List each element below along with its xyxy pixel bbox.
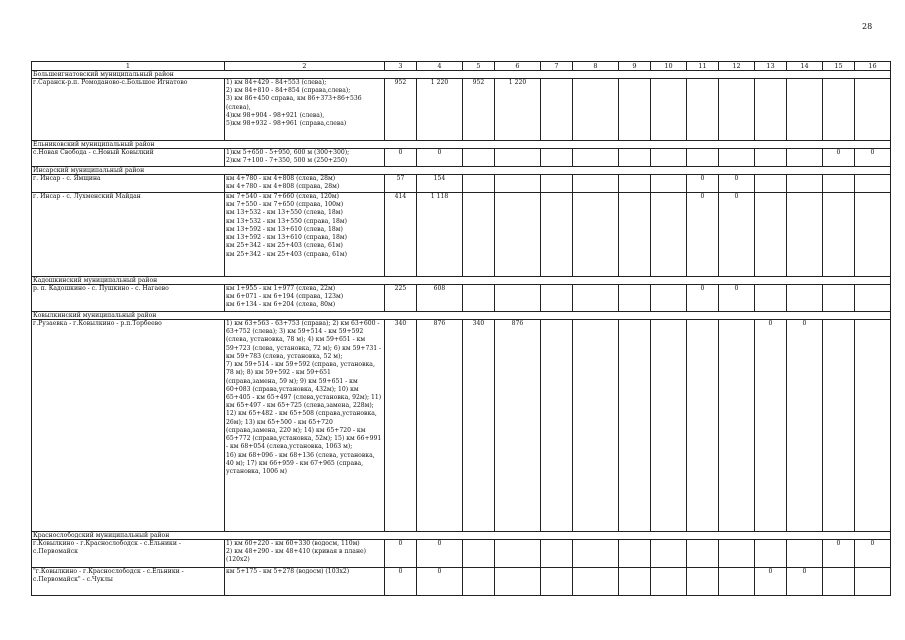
value-cell (541, 285, 573, 312)
route-name-cell: г.Рузаевка - г.Ковылкино - р.п.Торбеево (32, 320, 225, 532)
column-number-header: 15 (823, 62, 855, 71)
value-cell (619, 175, 651, 193)
district-title: Инсарский муниципальный район (32, 167, 891, 175)
value-cell: 225 (385, 285, 417, 312)
value-cell (463, 285, 495, 312)
value-cell (541, 149, 573, 167)
value-cell (719, 149, 755, 167)
value-cell (755, 149, 787, 167)
district-section-row (32, 71, 891, 79)
route-name-cell: г.Ковылкино - г.Краснослободск - с.Ельники - с.Первомайск (32, 540, 225, 568)
value-cell (541, 320, 573, 532)
value-cell (719, 79, 755, 141)
column-number-header: 11 (687, 62, 719, 71)
table-row (32, 175, 891, 193)
value-cell (855, 193, 891, 277)
value-cell (541, 175, 573, 193)
value-cell (463, 175, 495, 193)
value-cell: 0 (719, 285, 755, 312)
table-row (32, 149, 891, 167)
value-cell: 0 (687, 285, 719, 312)
table-row (32, 193, 891, 277)
column-number-header: 4 (417, 62, 463, 71)
value-cell (619, 149, 651, 167)
district-title: Кадошкинский муниципальный район (32, 277, 891, 285)
table-row (32, 285, 891, 312)
value-cell: 0 (855, 540, 891, 568)
value-cell (855, 320, 891, 532)
value-cell (855, 285, 891, 312)
value-cell (687, 149, 719, 167)
value-cell (755, 79, 787, 141)
value-cell: 0 (855, 149, 891, 167)
column-number-row (32, 62, 891, 71)
value-cell (687, 79, 719, 141)
value-cell: 0 (755, 568, 787, 596)
value-cell (719, 540, 755, 568)
value-cell (719, 568, 755, 596)
value-cell: 0 (823, 149, 855, 167)
value-cell (855, 175, 891, 193)
value-cell (495, 193, 541, 277)
value-cell (823, 193, 855, 277)
value-cell (787, 149, 823, 167)
column-number-header: 13 (755, 62, 787, 71)
value-cell: 952 (385, 79, 417, 141)
value-cell (463, 193, 495, 277)
value-cell (855, 568, 891, 596)
column-number-header: 2 (225, 62, 385, 71)
value-cell (687, 320, 719, 532)
value-cell (541, 193, 573, 277)
value-cell (495, 540, 541, 568)
table-row (32, 568, 891, 596)
value-cell (619, 568, 651, 596)
value-cell (573, 320, 619, 532)
value-cell (619, 285, 651, 312)
value-cell: 57 (385, 175, 417, 193)
value-cell (651, 149, 687, 167)
value-cell: 340 (463, 320, 495, 532)
value-cell (463, 149, 495, 167)
value-cell: 0 (719, 175, 755, 193)
value-cell (541, 79, 573, 141)
value-cell: 0 (755, 320, 787, 532)
value-cell (573, 568, 619, 596)
value-cell: 0 (417, 540, 463, 568)
value-cell (787, 540, 823, 568)
column-number-header: 12 (719, 62, 755, 71)
value-cell (495, 285, 541, 312)
value-cell (651, 175, 687, 193)
value-cell (823, 175, 855, 193)
value-cell: 1 220 (495, 79, 541, 141)
value-cell (463, 540, 495, 568)
value-cell (755, 193, 787, 277)
value-cell (755, 540, 787, 568)
value-cell (651, 540, 687, 568)
road-segments-cell: км 1+955 - км 1+977 (слева, 22м) км 6+071 - км 6+194 (справа, 123м) км 6+134 - км 6+204 (слева, 80м) (225, 285, 385, 312)
column-number-header: 14 (787, 62, 823, 71)
value-cell: 0 (385, 540, 417, 568)
value-cell (755, 175, 787, 193)
value-cell (823, 285, 855, 312)
district-title: Ельниковский муниципальный район (32, 141, 891, 149)
road-segments-cell: 1)км 5+650 - 5+950, 600 м (300+300); 2)км 7+100 - 7+350, 500 м (250+250) (225, 149, 385, 167)
value-cell (823, 320, 855, 532)
road-segments-cell: 1) км 60+220 - км 60+330 (водосм, 110м) 2) км 48+290 - км 48+410 (кривая в плане)(120х2) (225, 540, 385, 568)
route-name-cell: с.Новая Свобода - с.Новый Ковылкий (32, 149, 225, 167)
value-cell (573, 149, 619, 167)
value-cell (651, 193, 687, 277)
value-cell (787, 175, 823, 193)
value-cell: 340 (385, 320, 417, 532)
district-title: Краснослободский муниципальный район (32, 532, 891, 540)
value-cell (619, 193, 651, 277)
column-number-header: 8 (573, 62, 619, 71)
value-cell: 952 (463, 79, 495, 141)
road-segments-cell: км 5+175 - км 5+278 (водосм) (103х2) (225, 568, 385, 596)
district-section-row (32, 141, 891, 149)
column-number-header: 7 (541, 62, 573, 71)
value-cell (755, 285, 787, 312)
district-section-row (32, 312, 891, 320)
value-cell: 1 220 (417, 79, 463, 141)
value-cell (573, 285, 619, 312)
route-name-cell: г. Инсар - с. Ямщина (32, 175, 225, 193)
value-cell: 0 (417, 568, 463, 596)
value-cell (619, 320, 651, 532)
value-cell (787, 193, 823, 277)
district-section-row (32, 277, 891, 285)
table-row (32, 79, 891, 141)
table-row (32, 540, 891, 568)
value-cell: 876 (417, 320, 463, 532)
value-cell (619, 540, 651, 568)
value-cell: 876 (495, 320, 541, 532)
value-cell (651, 285, 687, 312)
value-cell: 0 (687, 193, 719, 277)
value-cell (651, 79, 687, 141)
value-cell (541, 568, 573, 596)
value-cell (573, 175, 619, 193)
column-number-header: 1 (32, 62, 225, 71)
column-number-header: 16 (855, 62, 891, 71)
value-cell: 0 (719, 193, 755, 277)
value-cell (787, 285, 823, 312)
value-cell: 0 (787, 568, 823, 596)
value-cell: 0 (687, 175, 719, 193)
value-cell (687, 568, 719, 596)
column-number-header: 3 (385, 62, 417, 71)
district-section-row (32, 532, 891, 540)
route-name-cell: р. п. Кадошкино - с. Пушкино - с. Нагаево (32, 285, 225, 312)
value-cell (495, 568, 541, 596)
value-cell: 0 (787, 320, 823, 532)
value-cell (495, 149, 541, 167)
value-cell: 0 (385, 568, 417, 596)
road-segments-cell: 1) км 84+429 - 84+553 (слева); 2) км 84+810 - 84+854 (справа,слева); 3) км 86+450 справа, км 86+373+86+536 (слева), 4)км 98+904 - 98+921 (слева), 5)км 98+932 - 98+961 (справа,слева) (225, 79, 385, 141)
road-segments-cell: км 4+780 - км 4+808 (слева, 28м) км 4+780 - км 4+808 (справа, 28м) (225, 175, 385, 193)
page-number: 28 (862, 22, 873, 31)
value-cell (787, 79, 823, 141)
value-cell (651, 320, 687, 532)
value-cell (855, 79, 891, 141)
value-cell: 608 (417, 285, 463, 312)
value-cell (573, 193, 619, 277)
road-segments-cell: 1) км 63+563 - 63+753 (справа); 2) км 63+600 - 63+752 (слева); 3) км 59+514 - км 59+592 (слева, установка, 78 м); 4) км 59+651 - км 59+723 (слева, установка, 72 м); 6) км 59+731 - км 59+783 (слева, установка, 52 м); 7) км 59+514 - км 59+592 (справа, установка, 78 м); 8) км 59+592 - км 59+651 (справа,замена, 59 м); 9) км 59+651 - км 60+083 (справа,установка, 432м); 10) км 65+405 - км 65+497 (слева,установка, 92м); 11) км 65+497 - км 65+725 (слева,замена, 228м); 12) км 65+482 - км 65+508 (справа,установка, 26м); 13) км 65+500 - км 65+720 (справа,замена, 220 м); 14) км 65+720 - км 65+772 (справа,установка, 52м); 15) км 66+991 - км 68+054 (слева,установка, 1063 м); 16) км 68+096 - км 68+136 (слева, установка, 40 м); 17) км 66+959 - км 67+965 (справа, установка, 1006 м) (225, 320, 385, 532)
value-cell (651, 568, 687, 596)
column-number-header: 6 (495, 62, 541, 71)
value-cell (619, 79, 651, 141)
district-title: Большеигнатовский муниципальный район (32, 71, 891, 79)
value-cell: 154 (417, 175, 463, 193)
column-number-header: 5 (463, 62, 495, 71)
value-cell (823, 568, 855, 596)
table-row (32, 320, 891, 532)
district-section-row (32, 167, 891, 175)
value-cell (573, 540, 619, 568)
value-cell (573, 79, 619, 141)
value-cell: 0 (385, 149, 417, 167)
road-segments-cell: км 7+540 - км 7+660 (слева, 120м) км 7+550 - км 7+650 (справа, 100м) км 13+532 - км 13+550 (слева, 18м) км 13+532 - км 13+550 (справа, 18м) км 13+592 - км 13+610 (слева, 18м) км 13+592 - км 13+610 (справа, 18м) км 25+342 - км 25+403 (слева, 61м) км 25+342 - км 25+403 (справа, 61м) (225, 193, 385, 277)
value-cell (719, 320, 755, 532)
route-name-cell: г. Инсар - с. Лухменский Майдан (32, 193, 225, 277)
column-number-header: 10 (651, 62, 687, 71)
value-cell: 414 (385, 193, 417, 277)
report-table (31, 61, 891, 596)
value-cell (541, 540, 573, 568)
column-number-header: 9 (619, 62, 651, 71)
value-cell: 0 (823, 540, 855, 568)
value-cell: 1 118 (417, 193, 463, 277)
value-cell (687, 540, 719, 568)
route-name-cell: г.Саранск-р.п. Ромоданово-с.Большое Игнатово (32, 79, 225, 141)
value-cell: 0 (417, 149, 463, 167)
value-cell (823, 79, 855, 141)
value-cell (463, 568, 495, 596)
route-name-cell: "г.Ковылкино - г.Краснослободск - с.Ельники - с.Первомайск" - с.Чуклы (32, 568, 225, 596)
district-title: Ковылкинский муниципальный район (32, 312, 891, 320)
value-cell (495, 175, 541, 193)
